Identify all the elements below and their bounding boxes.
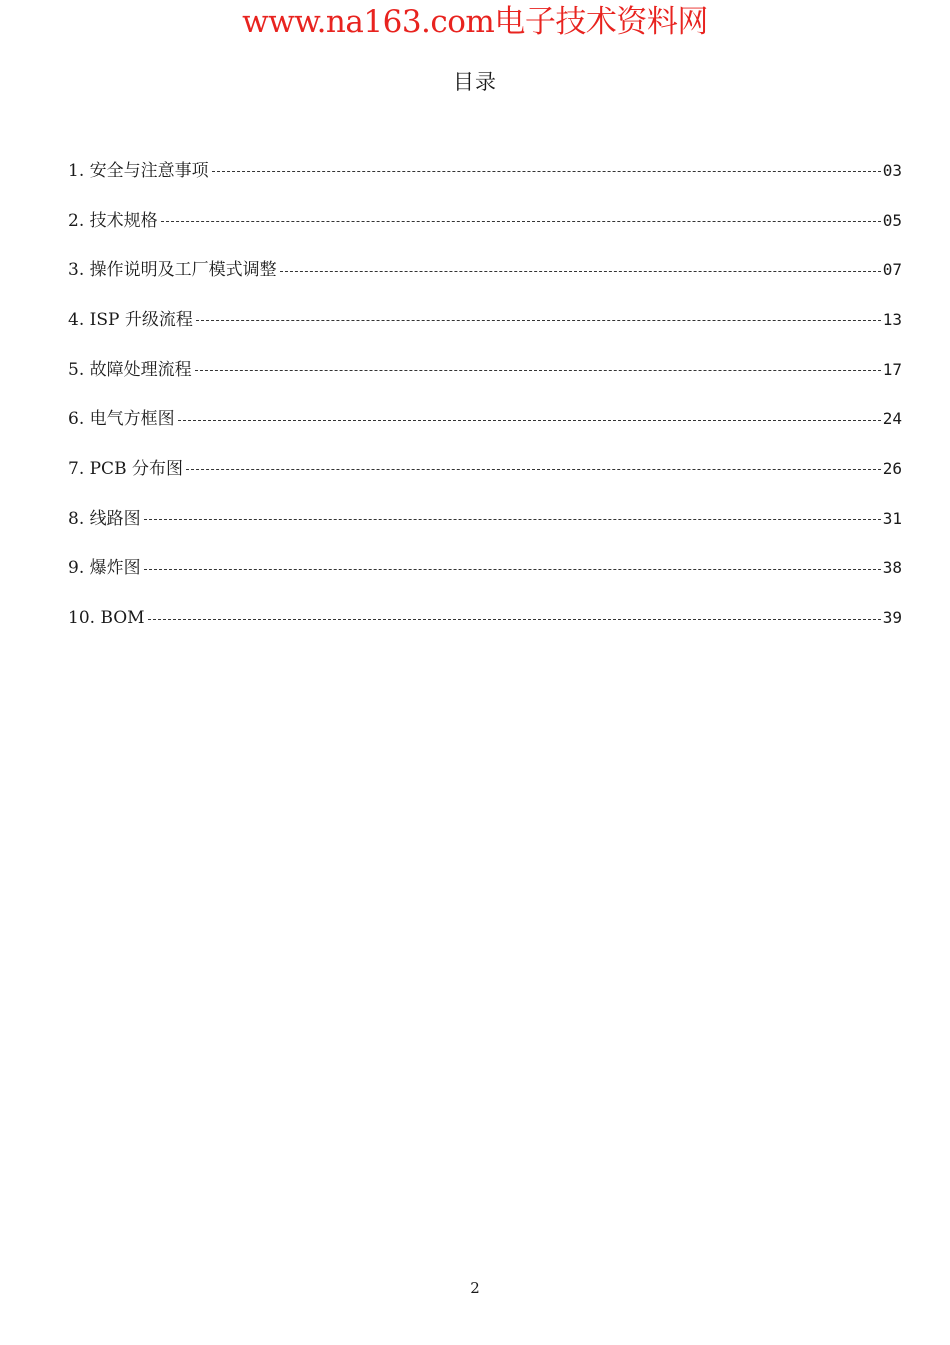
- toc-leader-dashes: [144, 569, 881, 570]
- toc-entry-page: 05: [882, 210, 902, 230]
- toc-entry-page: 39: [882, 608, 902, 628]
- toc-entry: [68, 245, 902, 295]
- toc-entry-label: 9. 爆炸图: [68, 558, 141, 579]
- toc-entry: [68, 295, 902, 345]
- watermark-link[interactable]: www.na163.com电子技术资料网: [242, 4, 708, 40]
- toc-leader-dashes: [196, 320, 881, 321]
- toc-entry: [68, 593, 902, 643]
- toc-entry: [68, 196, 902, 246]
- toc-leader-dashes: [178, 420, 881, 421]
- toc-entry-label: 4. ISP 升级流程: [68, 309, 193, 330]
- toc-entry-label: 10. BOM: [68, 608, 145, 629]
- toc-entry-page: 26: [882, 458, 902, 478]
- toc-entry: [68, 394, 902, 444]
- page-title: 目录: [453, 70, 497, 94]
- toc-leader-dashes: [280, 271, 881, 272]
- toc-leader-dashes: [161, 221, 881, 222]
- toc-leader-dashes: [148, 619, 881, 620]
- toc-entry-page: 07: [882, 260, 902, 280]
- toc-entry-label: 1. 安全与注意事项: [68, 160, 209, 181]
- toc-entry-page: 13: [882, 309, 902, 329]
- table-of-contents: [68, 146, 902, 643]
- page-number: 2: [470, 1279, 480, 1297]
- toc-entry-page: 31: [882, 508, 902, 528]
- toc-entry-page: 24: [882, 409, 902, 429]
- toc-entry: [68, 494, 902, 544]
- toc-entry-label: 2. 技术规格: [68, 210, 158, 231]
- toc-entry-page: 03: [882, 160, 902, 180]
- toc-leader-dashes: [195, 370, 881, 371]
- toc-leader-dashes: [144, 519, 881, 520]
- toc-entry-label: 6. 电气方框图: [68, 409, 175, 430]
- toc-leader-dashes: [186, 469, 881, 470]
- toc-entry-page: 38: [882, 558, 902, 578]
- toc-entry: [68, 544, 902, 594]
- toc-leader-dashes: [212, 171, 881, 172]
- toc-entry-label: 3. 操作说明及工厂模式调整: [68, 260, 277, 281]
- toc-entry: [68, 146, 902, 196]
- toc-entry-page: 17: [882, 359, 902, 379]
- toc-entry: [68, 444, 902, 494]
- toc-entry-label: 8. 线路图: [68, 508, 141, 529]
- toc-entry: [68, 345, 902, 395]
- toc-entry-label: 5. 故障处理流程: [68, 359, 192, 380]
- toc-entry-label: 7. PCB 分布图: [68, 458, 183, 479]
